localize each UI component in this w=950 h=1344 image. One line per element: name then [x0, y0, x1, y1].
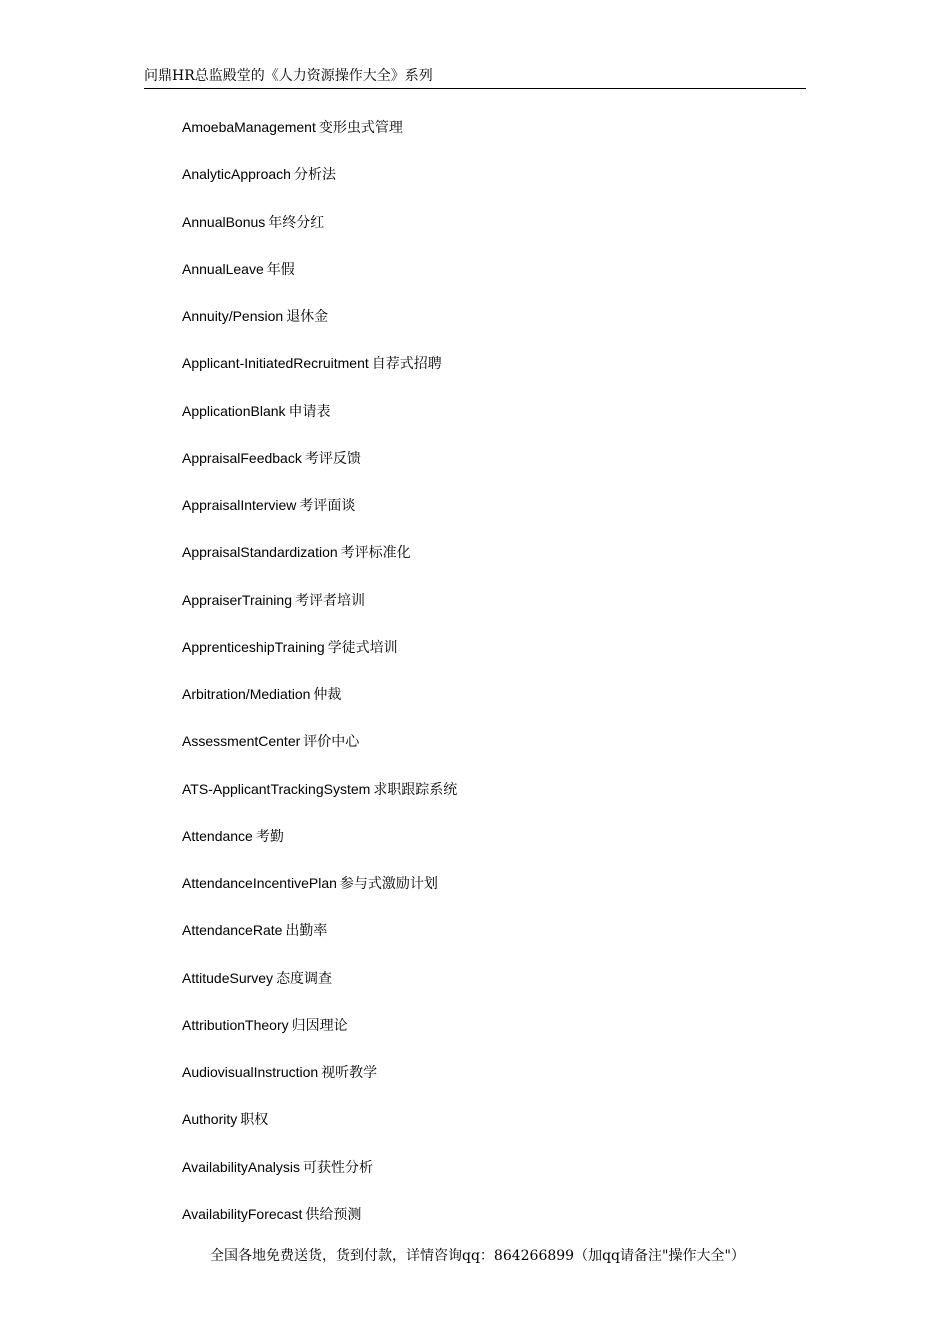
entry-translation: 变形虫式管理 — [318, 120, 403, 136]
entry-translation: 申请表 — [288, 403, 331, 420]
entry-term: AnalyticApproach — [182, 166, 291, 183]
glossary-entry — [182, 1014, 457, 1061]
entry-term: Annuity/Pension — [182, 308, 284, 324]
entry-translation: 出勤率 — [285, 923, 328, 940]
glossary-entry — [182, 352, 457, 399]
glossary-entry — [182, 163, 457, 210]
entry-translation: 态度调查 — [276, 970, 333, 987]
entry-translation: 年假 — [266, 261, 295, 278]
entry-translation: 考评标准化 — [340, 545, 411, 562]
entry-translation: 学徒式培训 — [327, 639, 398, 656]
entry-term: Arbitration/Mediation — [182, 686, 311, 702]
glossary-entry — [182, 1156, 457, 1203]
page-header — [144, 66, 806, 89]
entry-term: ApprenticeshipTraining — [182, 638, 325, 655]
glossary-entry — [182, 919, 457, 966]
glossary-entry — [182, 1061, 457, 1108]
entry-term: Attendance — [182, 827, 253, 844]
glossary-entry — [182, 1203, 457, 1250]
glossary-entry — [182, 872, 457, 919]
header-title: 问鼎HR总监殿堂的《人力资源操作大全》系列 — [144, 68, 433, 84]
entry-translation: 参与式激励计划 — [339, 876, 438, 892]
glossary-entry — [182, 967, 457, 1014]
entry-term: AssessmentCenter — [182, 733, 301, 750]
entry-term: AvailabilityAnalysis — [182, 1158, 301, 1175]
entry-term: AttributionTheory — [182, 1016, 289, 1033]
entry-term: AttendanceIncentivePlan — [182, 875, 337, 891]
glossary-entry — [182, 825, 457, 872]
glossary-entry — [182, 730, 457, 777]
entry-term: AttendanceRate — [182, 922, 283, 939]
entry-term: AnnualLeave — [182, 260, 264, 277]
entry-term: ApplicationBlank — [182, 402, 286, 419]
entry-term: Applicant-InitiatedRecruitment — [182, 355, 369, 372]
entry-translation: 年终分红 — [268, 214, 325, 231]
entry-translation: 职权 — [240, 1112, 269, 1129]
entry-translation: 自荐式招聘 — [371, 356, 442, 373]
glossary-entry — [182, 589, 457, 636]
entry-translation: 视听教学 — [321, 1065, 378, 1081]
glossary-entry — [182, 447, 457, 494]
entry-translation: 退休金 — [286, 309, 329, 325]
glossary-entry — [182, 778, 457, 825]
glossary-entry — [182, 400, 457, 447]
glossary-list — [182, 116, 457, 1250]
entry-translation: 考评反馈 — [304, 450, 361, 467]
entry-term: Authority — [182, 1111, 238, 1128]
glossary-entry — [182, 683, 457, 730]
entry-translation: 考勤 — [255, 828, 284, 845]
entry-translation: 考评者培训 — [294, 592, 365, 609]
footer-contact-text: 全国各地免费送货，货到付款，详情咨询qq：864266899（加qq请备注"操作大全"） — [210, 1248, 745, 1264]
entry-term: AppraisalStandardization — [182, 544, 338, 561]
glossary-entry — [182, 1108, 457, 1155]
glossary-entry — [182, 305, 457, 352]
entry-translation: 评价中心 — [303, 734, 360, 751]
glossary-entry — [182, 541, 457, 588]
glossary-entry — [182, 211, 457, 258]
entry-translation: 归因理论 — [291, 1017, 348, 1034]
entry-term: ATS-ApplicantTrackingSystem — [182, 780, 371, 797]
glossary-entry — [182, 494, 457, 541]
glossary-entry — [182, 636, 457, 683]
entry-translation: 仲裁 — [313, 687, 342, 703]
glossary-entry — [182, 116, 457, 163]
entry-term: AudiovisualInstruction — [182, 1064, 319, 1080]
entry-term: AvailabilityForecast — [182, 1205, 303, 1222]
entry-translation: 供给预测 — [305, 1206, 362, 1223]
entry-term: AttitudeSurvey — [182, 969, 274, 986]
entry-term: AppraisalInterview — [182, 497, 297, 513]
page-footer — [210, 1246, 745, 1266]
entry-translation: 考评面谈 — [299, 498, 356, 514]
entry-term: AmoebaManagement — [182, 119, 316, 135]
entry-translation: 分析法 — [293, 167, 336, 184]
entry-term: AnnualBonus — [182, 213, 266, 230]
entry-translation: 求职跟踪系统 — [373, 781, 458, 798]
entry-translation: 可获性分析 — [303, 1159, 374, 1176]
entry-term: AppraisalFeedback — [182, 449, 302, 466]
glossary-entry — [182, 258, 457, 305]
entry-term: AppraiserTraining — [182, 591, 292, 608]
